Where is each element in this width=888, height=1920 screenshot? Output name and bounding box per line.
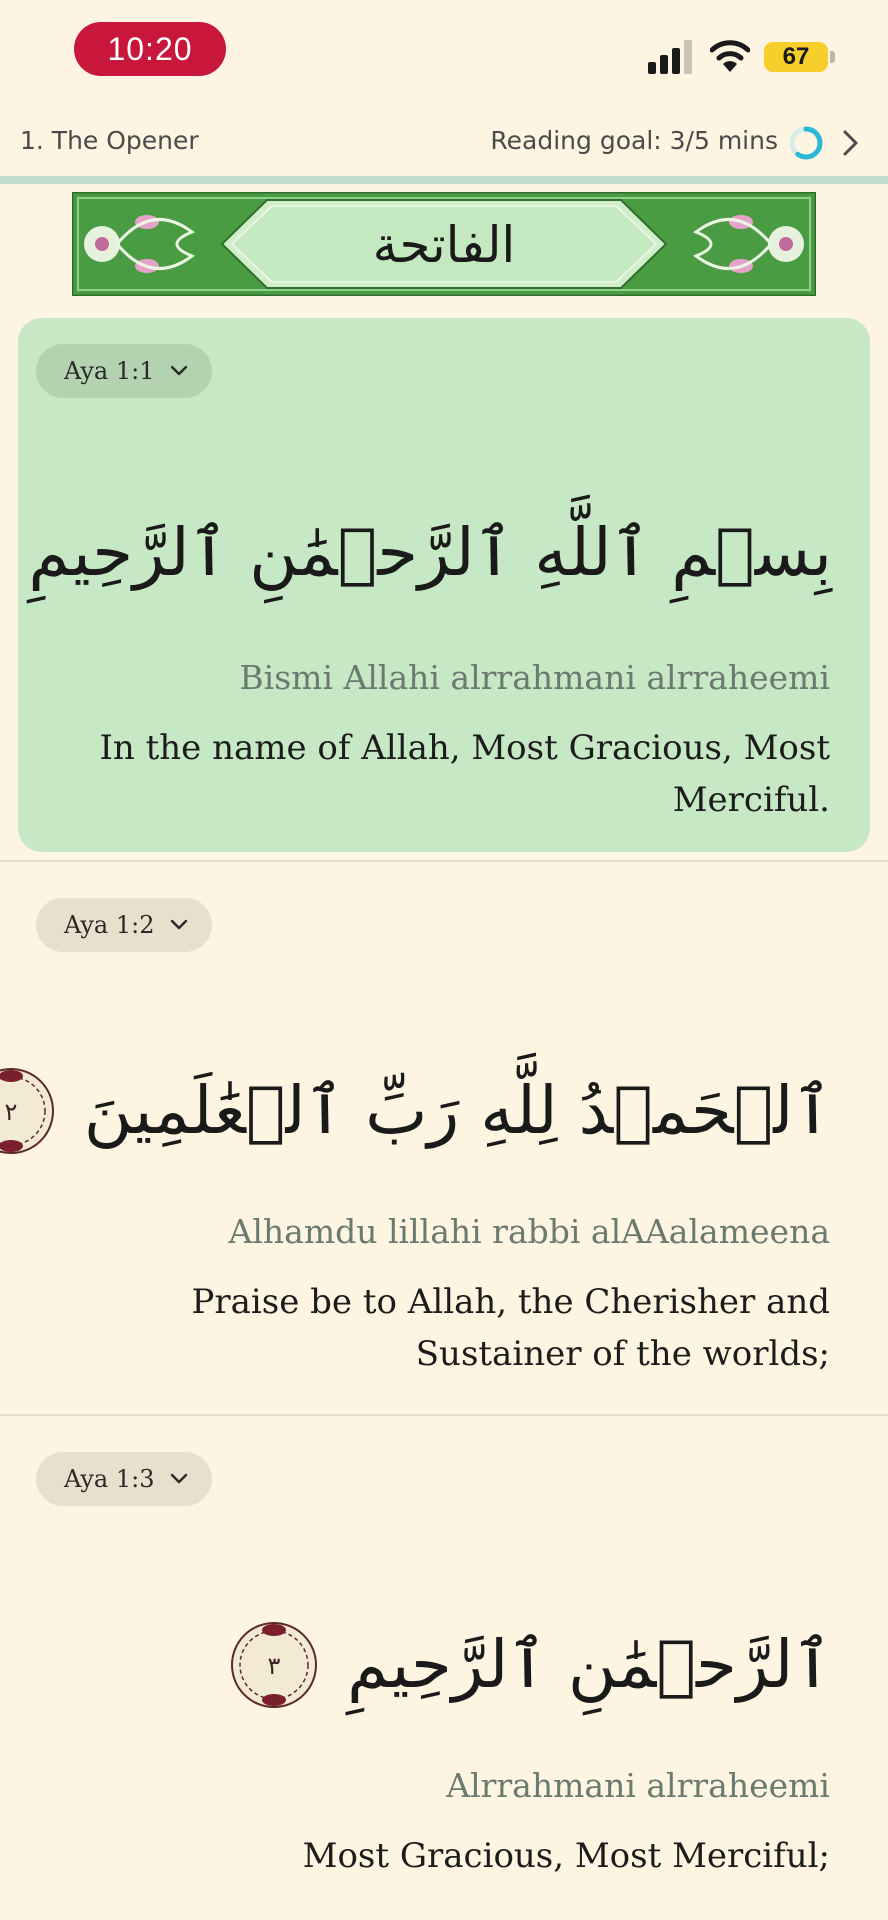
translation-line: Sustainer of the worlds; [415, 1334, 830, 1374]
arabic-verse: ٱلۡحَمۡدُ لِلَّهِ رَبِّ ٱلۡعَٰلَمِينَ [83, 1072, 832, 1149]
arabic-verse: ٱلرَّحۡمَٰنِ ٱلرَّحِيمِ [347, 1626, 832, 1703]
translation [99, 722, 830, 826]
reading-goal-progress-icon[interactable] [788, 125, 824, 161]
aya-label: Aya 1:3 [64, 1465, 155, 1493]
chevron-down-icon [170, 919, 188, 931]
surah-title[interactable]: 1. The Opener [20, 126, 199, 155]
status-time: 10:20 [74, 22, 226, 76]
translation [303, 1830, 830, 1882]
aya-divider [0, 1414, 888, 1416]
aya-card[interactable] [0, 870, 888, 1410]
arabic-verse-row [0, 504, 832, 602]
aya-selector[interactable] [36, 344, 212, 398]
surah-name-arabic: الفاتحة [372, 216, 516, 274]
chevron-right-icon[interactable] [840, 128, 862, 158]
ayah-number-marker-icon [0, 504, 4, 602]
translation [192, 1276, 830, 1380]
ayah-number: ٢ [4, 1098, 18, 1126]
ayah-number-marker-icon [225, 1616, 323, 1714]
aya-selector[interactable] [36, 898, 212, 952]
transliteration: Alrrahmani alrraheemi [446, 1766, 830, 1805]
header-divider [0, 176, 888, 184]
translation-line: Most Gracious, Most Merciful; [302, 1836, 830, 1876]
chevron-down-icon [170, 365, 188, 377]
cellular-signal-icon [648, 40, 694, 74]
chevron-down-icon [170, 1473, 188, 1485]
translation-line: Praise be to Allah, the Cherisher and [191, 1282, 830, 1322]
reading-goal-label[interactable]: Reading goal: 3/5 mins [490, 126, 778, 155]
aya-label: Aya 1:1 [64, 357, 155, 385]
arabic-verse: بِسۡمِ ٱللَّهِ ٱلرَّحۡمَٰنِ ٱلرَّحِيمِ [28, 514, 832, 591]
surah-banner [72, 192, 816, 296]
aya-divider [0, 860, 888, 862]
wifi-icon [710, 38, 750, 74]
battery-indicator: 67 [764, 42, 828, 72]
status-bar [0, 0, 888, 100]
translation-line: In the name of Allah, Most Gracious, Most [99, 728, 830, 768]
translation-line: Merciful. [672, 780, 830, 820]
aya-card[interactable] [0, 1424, 888, 1920]
aya-label: Aya 1:2 [64, 911, 155, 939]
reader-header [0, 112, 888, 176]
ayah-number: ٣ [267, 1652, 281, 1680]
aya-selector[interactable] [36, 1452, 212, 1506]
aya-card[interactable] [0, 318, 888, 852]
ayah-number-marker-icon [0, 1062, 60, 1160]
arabic-verse-row [225, 1616, 832, 1714]
transliteration: Alhamdu lillahi rabbi alAAalameena [228, 1212, 830, 1251]
transliteration: Bismi Allahi alrrahmani alrraheemi [239, 658, 830, 697]
battery-cap [830, 51, 835, 63]
arabic-verse-row [0, 1062, 832, 1160]
